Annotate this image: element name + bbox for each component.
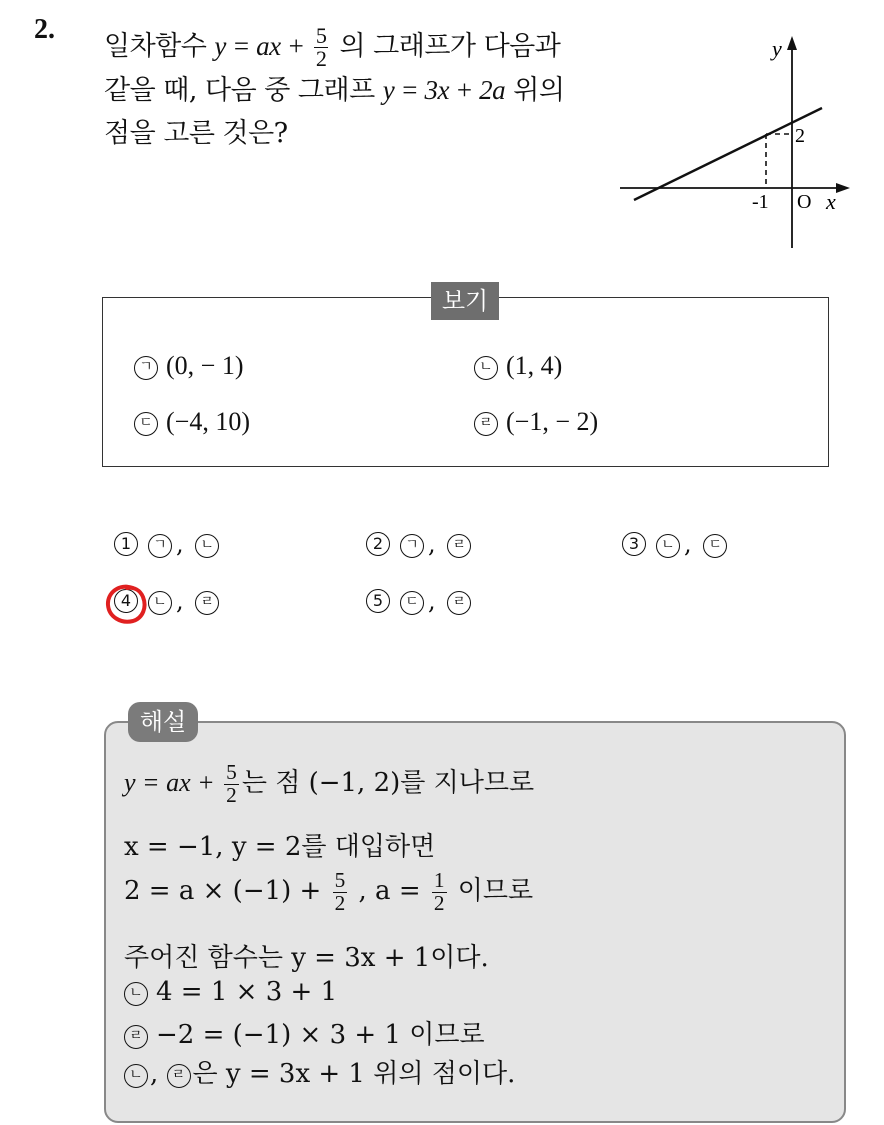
question-line-1-post: 의 그래프가 다음과 (331, 31, 561, 62)
solution-line-3 (124, 870, 533, 914)
bogi-item-text: (−1, − 2) (506, 407, 599, 436)
choice-number: 1 (114, 532, 138, 556)
question-equation-2: y = 3x + 2a (382, 75, 506, 105)
answer-circle-mark (103, 583, 149, 627)
question-line-2 (104, 68, 564, 112)
solution-line-1 (124, 762, 534, 806)
origin-label: O (797, 191, 812, 213)
fraction-denominator: 2 (334, 890, 346, 915)
bogi-item-text: (−4, 10) (166, 407, 250, 436)
solution-fraction (224, 762, 239, 806)
x-tick-label: -1 (752, 191, 769, 213)
choice-2[interactable]: 2 ㄱ , ㄹ (366, 530, 479, 558)
bogi-marker: ㄹ (474, 412, 498, 436)
question-fraction (314, 22, 329, 71)
choice-number: 3 (622, 532, 646, 556)
y-tick-label: 2 (795, 125, 805, 147)
choice-marker: ㄹ (447, 591, 471, 615)
bogi-item-3 (134, 407, 250, 437)
bogi-item-text: (0, − 1) (166, 351, 244, 380)
bogi-title: 보기 (431, 282, 499, 320)
question-line-3: 점을 고른 것은? (104, 118, 288, 149)
choice-5[interactable]: 5 ㄷ , ㄹ (366, 587, 479, 615)
bogi-item-2 (474, 351, 562, 381)
choice-number: 4 (114, 589, 138, 613)
solution-line-3-mid: , a = (350, 876, 429, 906)
solution-line-3-post: 이므로 (449, 876, 534, 906)
solution-marker: ㄹ (167, 1064, 191, 1088)
choice-1[interactable]: 1 ㄱ , ㄴ (114, 530, 227, 558)
bogi-item-1 (134, 351, 243, 381)
solution-line-4: 주어진 함수는 y = 3x + 1이다. (124, 943, 489, 973)
fraction-numerator: 5 (226, 760, 237, 785)
choice-marker: ㄴ (148, 591, 172, 615)
solution-line-7 (124, 1053, 515, 1090)
function-line (634, 108, 822, 200)
solution-line-6-text: −2 = (−1) × 3 + 1 이므로 (156, 1020, 485, 1050)
answer-mark-stroke (108, 587, 145, 622)
solution-equation: y = ax + (124, 768, 222, 797)
choice-marker: ㄴ (656, 534, 680, 558)
function-graph (612, 30, 852, 255)
choice-4[interactable]: 4 ㄴ , ㄹ (114, 587, 227, 615)
solution-line-7-text: 은 y = 3x + 1 위의 점이다. (192, 1059, 516, 1089)
choice-marker: ㄷ (400, 591, 424, 615)
choice-3[interactable]: 3 ㄴ , ㄷ (622, 530, 735, 558)
solution-line-3-pre: 2 = a × (−1) + (124, 876, 330, 906)
solution-line-6 (124, 1014, 485, 1051)
solution-line-2: x = −1, y = 2를 대입하면 (124, 832, 436, 862)
y-axis-arrow (787, 36, 797, 50)
fraction-numerator: 5 (315, 22, 327, 48)
solution-fraction-1 (333, 870, 348, 914)
choice-marker: ㄷ (703, 534, 727, 558)
solution-title: 해설 (128, 702, 198, 742)
question-text (104, 24, 564, 156)
question-line-2-post: 위의 (505, 75, 565, 106)
x-axis-arrow (836, 183, 850, 193)
solution-marker: ㄴ (124, 982, 148, 1006)
bogi-box (102, 297, 829, 467)
question-line-2-pre: 같을 때, 다음 중 그래프 (104, 75, 383, 106)
solution-fraction-2 (432, 870, 447, 914)
solution-marker: ㄹ (124, 1025, 148, 1049)
question-equation-1: y = ax + (214, 31, 311, 61)
question-line-1-pre: 일차함수 (104, 31, 215, 62)
question-line-1 (104, 22, 564, 71)
question-number: 2. (34, 14, 55, 45)
bogi-item-4 (474, 407, 598, 437)
fraction-denominator: 2 (315, 46, 327, 71)
bogi-marker: ㄱ (134, 356, 158, 380)
fraction-denominator: 2 (226, 782, 237, 807)
fraction-numerator: 5 (334, 868, 346, 893)
choice-marker: ㄹ (447, 534, 471, 558)
fraction-denominator: 2 (433, 890, 445, 915)
choice-number: 2 (366, 532, 390, 556)
bogi-item-text: (1, 4) (506, 351, 563, 380)
choice-marker: ㄴ (195, 534, 219, 558)
solution-line-5 (124, 977, 337, 1007)
choice-marker: ㄱ (148, 534, 172, 558)
solution-line-5-text: 4 = 1 × 3 + 1 (156, 977, 338, 1007)
bogi-marker: ㄴ (474, 356, 498, 380)
solution-marker: ㄴ (124, 1064, 148, 1088)
bogi-marker: ㄷ (134, 412, 158, 436)
x-axis-label: x (826, 189, 836, 214)
solution-line-1-post: 는 점 (−1, 2)를 지나므로 (241, 768, 535, 798)
fraction-numerator: 1 (433, 868, 445, 893)
choice-number: 5 (366, 589, 390, 613)
choice-marker: ㄱ (400, 534, 424, 558)
choice-marker: ㄹ (195, 591, 219, 615)
solution-separator: , (150, 1059, 159, 1089)
y-axis-label: y (772, 36, 782, 61)
